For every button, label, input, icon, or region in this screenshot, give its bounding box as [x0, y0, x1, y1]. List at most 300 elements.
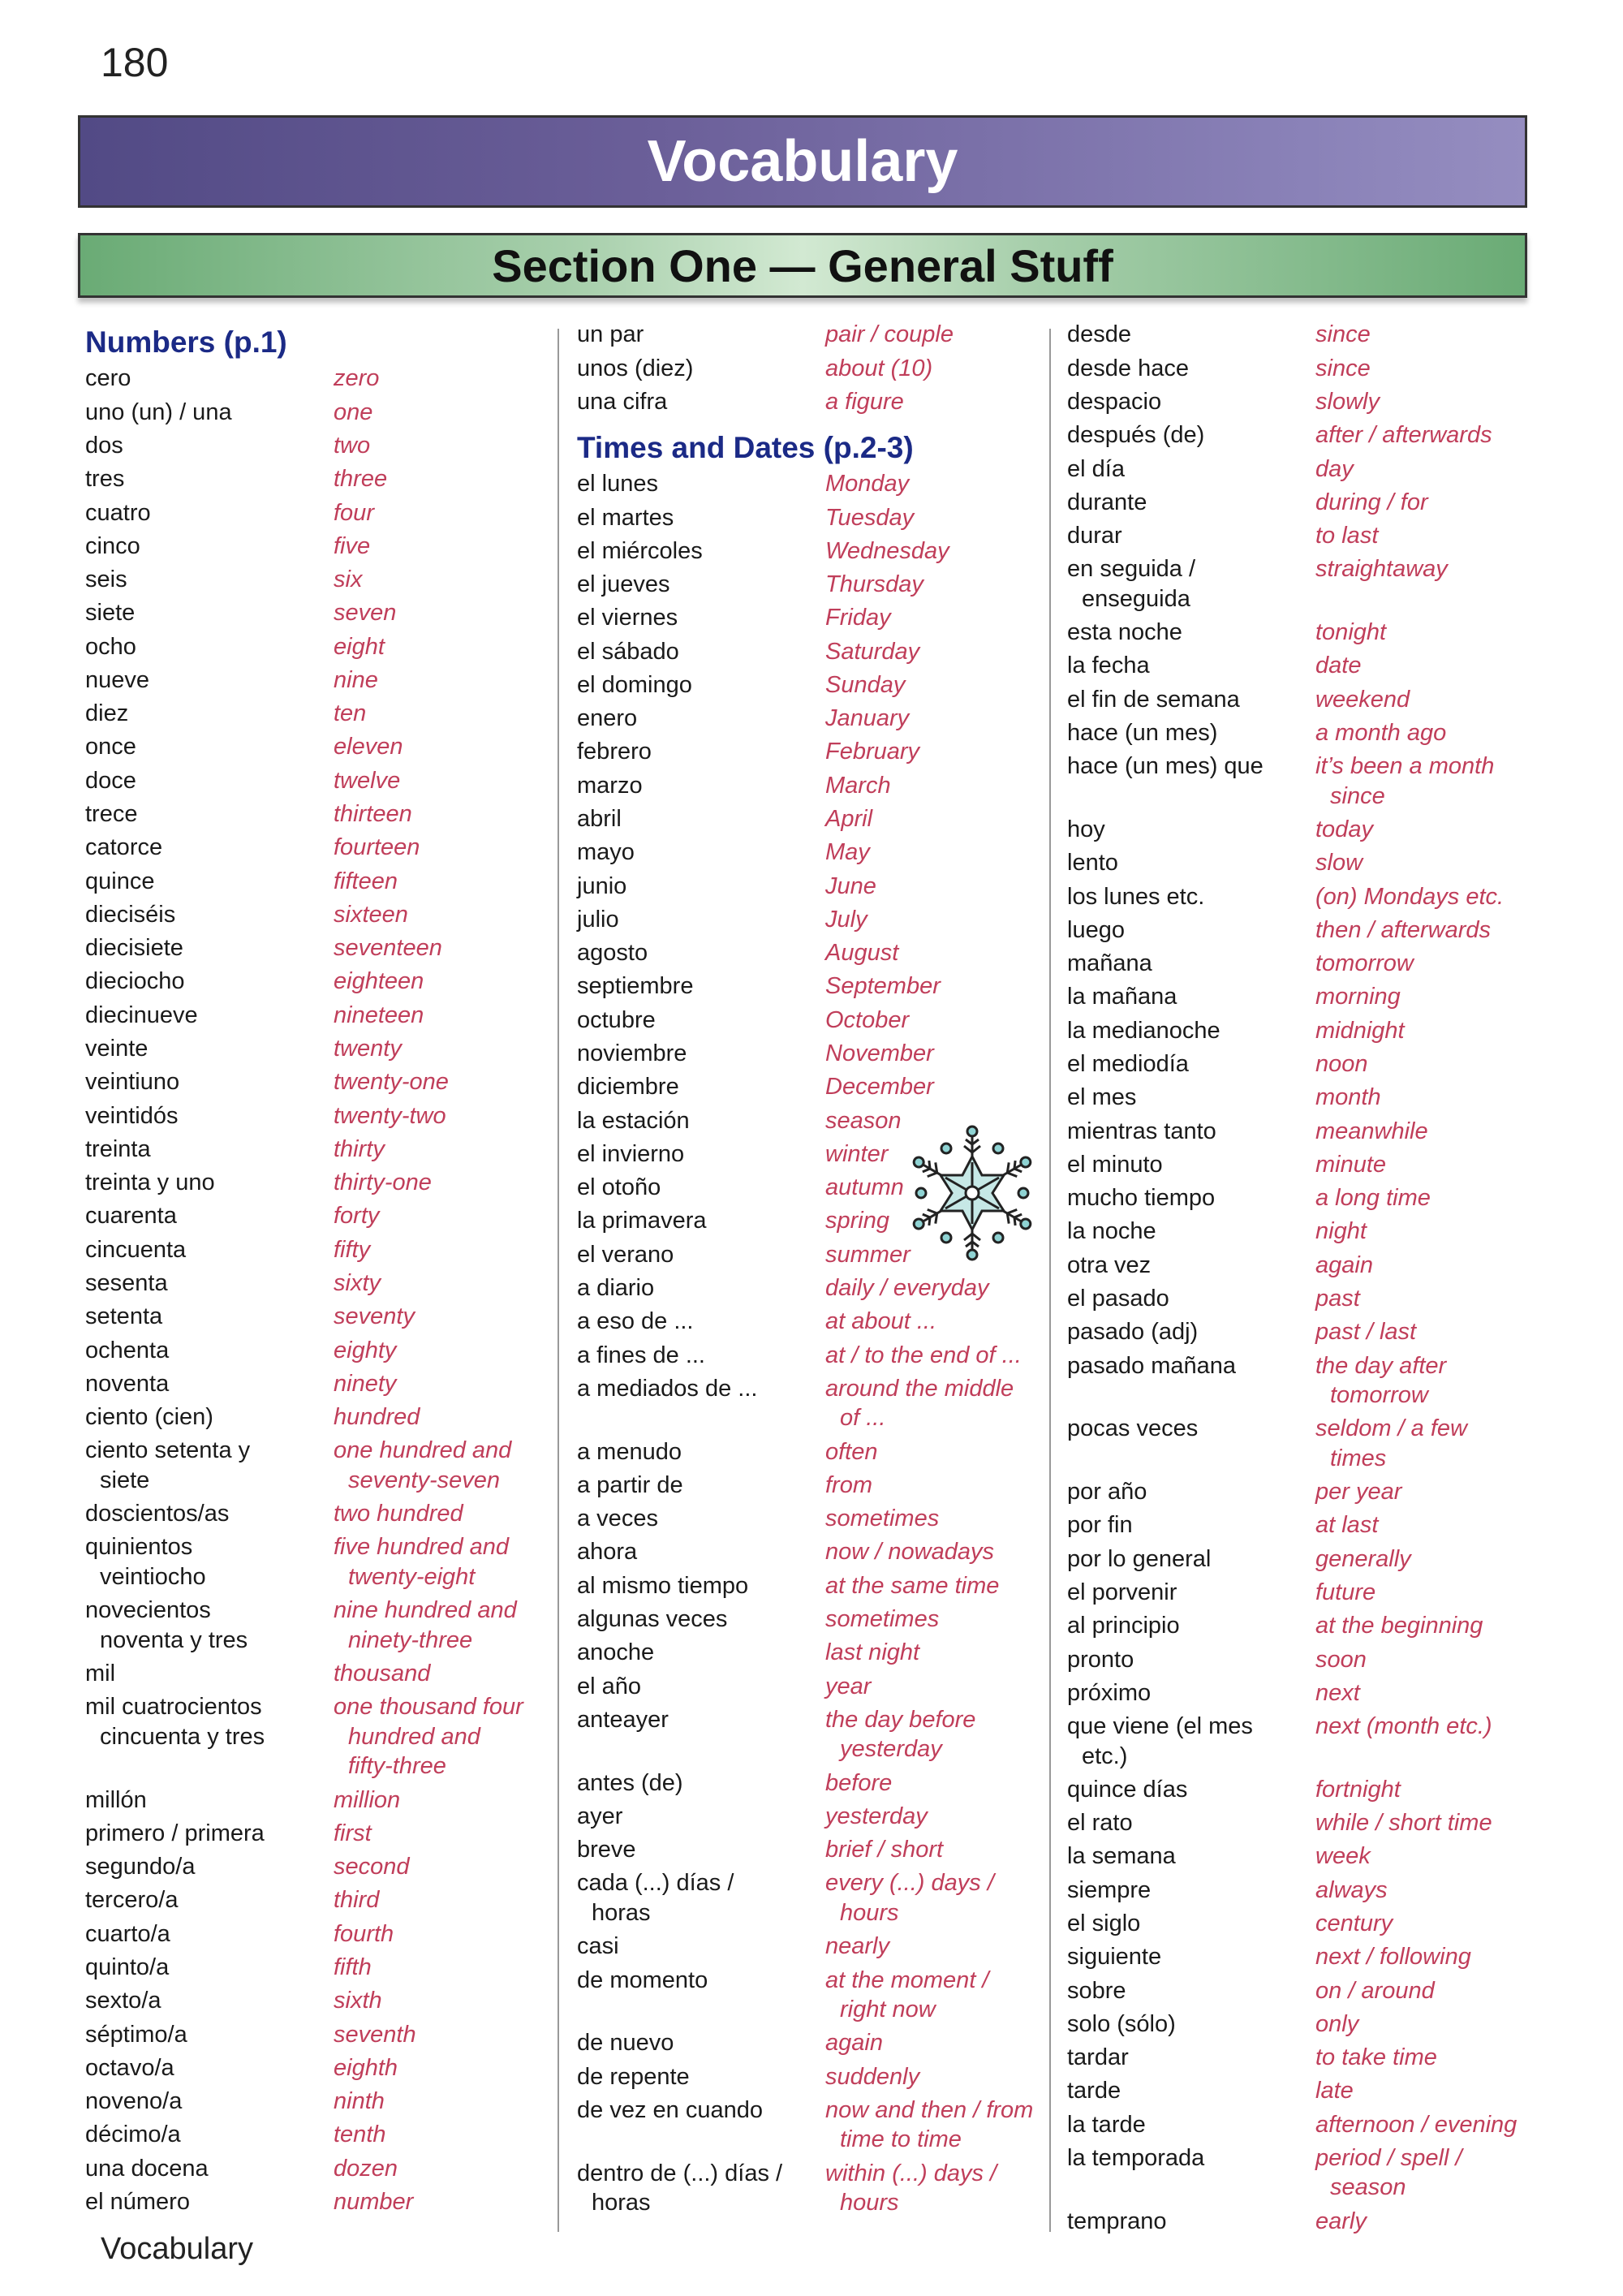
english-translation: two: [334, 432, 371, 459]
spanish-term: la medianoche: [1067, 1017, 1220, 1044]
spanish-term: dieciséis: [85, 901, 176, 928]
vocab-entry: [85, 429, 548, 463]
spanish-term: el mes: [1067, 1084, 1137, 1111]
english-translation: again: [1315, 1251, 1373, 1278]
spanish-term: de repente: [577, 2063, 690, 2090]
english-translation: summer: [825, 1241, 911, 1268]
english-translation: often: [825, 1438, 878, 1465]
spanish-term: diez: [85, 700, 129, 727]
english-translation: at about ...: [825, 1308, 937, 1335]
english-translation: four: [334, 499, 374, 526]
spanish-term: despacio: [1067, 388, 1162, 415]
english-translation: fourth: [334, 1920, 394, 1947]
vocab-entry: [85, 898, 548, 932]
english-translation: Friday: [825, 605, 891, 631]
spanish-term: la temporada: [1067, 2144, 1205, 2171]
spanish-term: siguiente: [1067, 1944, 1162, 1971]
vocab-entry: [577, 601, 1040, 635]
spanish-term: de momento: [577, 1966, 708, 1993]
english-translation: century: [1315, 1910, 1393, 1936]
spanish-term: tardar: [1067, 2044, 1129, 2071]
english-translation: autumn: [825, 1174, 904, 1201]
english-translation: slow: [1315, 850, 1363, 877]
spanish-term: lento: [1067, 850, 1118, 877]
vocab-entry: [1067, 1873, 1530, 1906]
column-1: [85, 325, 548, 2219]
vocab-entry: [1067, 914, 1530, 947]
spanish-term: a diario: [577, 1274, 655, 1301]
vocab-entry: [577, 903, 1040, 937]
vocab-entry: [577, 1502, 1040, 1536]
english-translation: twenty: [334, 1036, 402, 1062]
english-translation: while / short time: [1315, 1810, 1492, 1837]
english-translation: to last: [1315, 523, 1379, 549]
vocab-entry: [1067, 1974, 1530, 2007]
english-translation: Saturday: [825, 638, 920, 665]
english-translation: the day before yesterday: [825, 1706, 976, 1763]
vocab-entry: [1067, 1248, 1530, 1282]
vocab-entry: [577, 635, 1040, 668]
english-translation: thousand: [334, 1661, 431, 1687]
vocab-entry: [85, 1434, 548, 1497]
spanish-term: diecinueve: [85, 1002, 198, 1028]
spanish-term: abril: [577, 806, 622, 833]
english-translation: ninety: [334, 1370, 397, 1397]
spanish-term: a fines de ...: [577, 1342, 705, 1368]
vocab-entry: [85, 362, 548, 395]
spanish-term: cuarenta: [85, 1203, 177, 1230]
vocab-entry: [85, 664, 548, 697]
vocab-entry: [1067, 846, 1530, 880]
english-translation: one hundred and seventy-seven: [334, 1437, 512, 1493]
spanish-term: pocas veces: [1067, 1415, 1199, 1442]
english-translation: Sunday: [825, 671, 906, 698]
vocab-entry: [85, 1333, 548, 1367]
vocab-entry: [577, 1636, 1040, 1669]
english-translation: tomorrow: [1315, 950, 1414, 977]
english-translation: eight: [334, 633, 385, 660]
spanish-term: décimo/a: [85, 2122, 181, 2148]
english-translation: the day after tomorrow: [1315, 1352, 1447, 1409]
english-translation: minute: [1315, 1151, 1387, 1178]
spanish-term: quinientos veintiocho: [85, 1534, 206, 1590]
vocab-entry: [85, 1816, 548, 1850]
vocab-entry: [85, 1066, 548, 1099]
spanish-term: el martes: [577, 504, 674, 531]
spanish-term: quince días: [1067, 1776, 1188, 1803]
spanish-term: treinta: [85, 1135, 151, 1162]
section-heading: Times and Dates (p.2-3): [577, 430, 914, 464]
spanish-term: anteayer: [577, 1706, 669, 1733]
english-translation: thirty-one: [334, 1170, 432, 1196]
vocab-entry: [1067, 980, 1530, 1014]
english-translation: since: [1315, 355, 1371, 381]
spanish-term: una docena: [85, 2155, 209, 2182]
page-number: 180: [101, 40, 169, 85]
spanish-term: esta noche: [1067, 619, 1182, 646]
vocab-entry: [577, 1435, 1040, 1468]
vocab-entry: [577, 2060, 1040, 2093]
english-translation: second: [334, 1854, 410, 1880]
english-translation: after / afterwards: [1315, 422, 1492, 449]
english-translation: late: [1315, 2078, 1354, 2104]
spanish-term: el invierno: [577, 1140, 685, 1167]
vocab-entry: [577, 1070, 1040, 1104]
english-translation: future: [1315, 1579, 1376, 1605]
vocab-entry: [1067, 1907, 1530, 1941]
english-translation: last night: [825, 1639, 920, 1666]
spanish-term: veintiuno: [85, 1069, 180, 1096]
spanish-term: diecisiete: [85, 935, 183, 962]
snowflake-icon: [907, 1124, 1037, 1262]
english-translation: before: [825, 1769, 893, 1796]
english-translation: fifty: [334, 1236, 371, 1263]
spanish-term: julio: [577, 906, 619, 933]
spanish-term: durante: [1067, 489, 1147, 515]
title-banner: [78, 115, 1527, 208]
vocab-entry: [1067, 1807, 1530, 1840]
spanish-term: junio: [577, 872, 627, 899]
vocab-entry: [577, 1669, 1040, 1703]
english-translation: eighth: [334, 2054, 398, 2081]
vocab-entry: [577, 1867, 1040, 1930]
spanish-term: siempre: [1067, 1876, 1152, 1903]
spanish-term: el porvenir: [1067, 1579, 1177, 1605]
english-translation: generally: [1315, 1545, 1411, 1572]
spanish-term: mil cuatrocientos cincuenta y tres: [85, 1694, 265, 1750]
english-translation: early: [1315, 2208, 1367, 2234]
vocab-entry: [577, 1003, 1040, 1036]
spanish-term: desde: [1067, 321, 1132, 348]
vocab-entry: [577, 937, 1040, 970]
vocab-entry: [1067, 1081, 1530, 1114]
english-translation: again: [825, 2030, 883, 2057]
spanish-term: tarde: [1067, 2078, 1121, 2104]
english-translation: February: [825, 739, 920, 765]
english-translation: seldom / a few times: [1315, 1415, 1467, 1471]
english-translation: on / around: [1315, 1977, 1435, 2004]
vocab-entry: [577, 318, 1040, 351]
english-translation: past: [1315, 1285, 1360, 1312]
vocab-entry: [85, 1032, 548, 1066]
vocab-entry: [1067, 813, 1530, 846]
vocab-entry: [1067, 1509, 1530, 1542]
spanish-term: la noche: [1067, 1218, 1156, 1245]
vocab-entry: [85, 1166, 548, 1200]
english-translation: year: [825, 1673, 872, 1699]
spanish-term: luego: [1067, 916, 1125, 943]
english-translation: weekend: [1315, 686, 1410, 713]
vocab-entry: [85, 2085, 548, 2118]
spanish-term: cuarto/a: [85, 1920, 170, 1947]
vocab-entry: [85, 1367, 548, 1400]
vocab-entry: [1067, 2007, 1530, 2040]
vocab-entry: [1067, 1412, 1530, 1475]
english-translation: at the beginning: [1315, 1613, 1483, 1639]
english-translation: soon: [1315, 1646, 1367, 1673]
spanish-term: a mediados de ...: [577, 1375, 758, 1402]
vocab-entry: [85, 395, 548, 429]
spanish-term: mayo: [577, 839, 635, 866]
english-translation: around the middle of ...: [825, 1375, 1014, 1432]
vocab-entry: [85, 1401, 548, 1434]
english-translation: August: [825, 940, 899, 967]
vocab-entry: [577, 1930, 1040, 1963]
english-translation: to take time: [1315, 2044, 1437, 2071]
vocab-entry: [1067, 649, 1530, 683]
spanish-term: el viernes: [577, 605, 678, 631]
spanish-term: hace (un mes) que: [1067, 753, 1264, 780]
spanish-term: treinta y uno: [85, 1170, 215, 1196]
vocab-entry: [1067, 519, 1530, 553]
vocab-entry: [1067, 1048, 1530, 1081]
vocab-entry: [85, 496, 548, 529]
english-translation: tonight: [1315, 619, 1387, 646]
spanish-term: hoy: [1067, 816, 1105, 843]
english-translation: next (month etc.): [1315, 1713, 1492, 1740]
vocab-entry: [1067, 683, 1530, 716]
vocab-entry: [85, 1132, 548, 1165]
vocab-entry: [577, 568, 1040, 601]
english-translation: daily / everyday: [825, 1274, 989, 1301]
english-translation: thirty: [334, 1135, 385, 1162]
english-translation: next: [1315, 1679, 1360, 1706]
spanish-term: febrero: [577, 739, 652, 765]
spanish-term: la estación: [577, 1107, 690, 1134]
vocab-entry: [85, 1984, 548, 2018]
spanish-term: hace (un mes): [1067, 719, 1218, 746]
spanish-term: el miércoles: [577, 537, 703, 564]
spanish-term: el otoño: [577, 1174, 661, 1201]
spanish-term: primero / primera: [85, 1820, 265, 1846]
english-translation: at / to the end of ...: [825, 1342, 1022, 1368]
english-translation: ten: [334, 700, 367, 727]
vocab-entry: [577, 735, 1040, 769]
english-translation: third: [334, 1887, 380, 1914]
english-translation: three: [334, 466, 388, 493]
spanish-term: la mañana: [1067, 984, 1177, 1010]
english-translation: sixty: [334, 1269, 381, 1296]
spanish-term: de vez en cuando: [577, 2096, 763, 2123]
vocab-entry: [85, 463, 548, 496]
vocab-entry: [1067, 1643, 1530, 1676]
vocab-entry: [85, 1200, 548, 1233]
spanish-term: millón: [85, 1786, 147, 1813]
spanish-term: noveno/a: [85, 2088, 183, 2115]
vocab-entry: [85, 864, 548, 898]
english-translation: during / for: [1315, 489, 1428, 515]
english-translation: twenty-one: [334, 1069, 449, 1096]
vocab-entry: [85, 2186, 548, 2219]
english-translation: morning: [1315, 984, 1401, 1010]
english-translation: seventeen: [334, 935, 442, 962]
english-translation: slowly: [1315, 388, 1380, 415]
vocab-entry: [1067, 1282, 1530, 1316]
english-translation: March: [825, 772, 891, 799]
vocab-entry: [1067, 1475, 1530, 1509]
spanish-term: noviembre: [577, 1040, 687, 1067]
english-translation: every (...) days / hours: [825, 1870, 994, 1926]
spanish-term: casi: [577, 1933, 619, 1960]
spanish-term: veintidós: [85, 1102, 179, 1129]
vocab-entry: [85, 2152, 548, 2185]
spanish-term: uno (un) / una: [85, 398, 232, 425]
vocab-entry: [85, 1531, 548, 1594]
vocab-entry: [1067, 2142, 1530, 2205]
spanish-term: ahora: [577, 1539, 638, 1566]
english-translation: at last: [1315, 1512, 1379, 1539]
english-translation: zero: [334, 365, 380, 392]
vocab-entry: [1067, 553, 1530, 616]
spanish-term: al mismo tiempo: [577, 1572, 749, 1599]
vocab-entry: [577, 769, 1040, 802]
vocab-entry: [577, 1469, 1040, 1502]
spanish-term: el jueves: [577, 571, 670, 598]
english-translation: straightaway: [1315, 556, 1448, 583]
vocab-entry: [1067, 2204, 1530, 2238]
vocab-entry: [85, 529, 548, 562]
english-translation: season: [825, 1107, 902, 1134]
vocab-entry: [1067, 1576, 1530, 1609]
spanish-term: veinte: [85, 1036, 149, 1062]
english-translation: Tuesday: [825, 504, 915, 531]
english-translation: past / last: [1315, 1319, 1417, 1346]
english-translation: forty: [334, 1203, 380, 1230]
vocab-entry: [577, 836, 1040, 869]
section-title: Section One — General Stuff: [492, 239, 1113, 291]
vocab-entry: [1067, 452, 1530, 485]
spanish-term: el sábado: [577, 638, 679, 665]
vocab-entry: [577, 970, 1040, 1003]
spanish-term: octubre: [577, 1006, 656, 1033]
vocab-entry: [85, 831, 548, 864]
english-translation: about (10): [825, 355, 933, 381]
english-translation: week: [1315, 1843, 1371, 1870]
spanish-term: después (de): [1067, 422, 1205, 449]
vocab-entry: [577, 869, 1040, 902]
page-title: Vocabulary: [647, 129, 958, 194]
vocab-entry: [1067, 419, 1530, 452]
english-translation: day: [1315, 455, 1354, 482]
spanish-term: a veces: [577, 1506, 658, 1532]
vocab-entry: [1067, 1182, 1530, 1215]
spanish-term: mientras tanto: [1067, 1118, 1216, 1144]
vocab-entry: [85, 1691, 548, 1783]
spanish-term: seis: [85, 566, 127, 593]
vocab-entry: [577, 1272, 1040, 1305]
spanish-term: próximo: [1067, 1679, 1152, 1706]
spanish-term: unos (diez): [577, 355, 694, 381]
spanish-term: dieciocho: [85, 968, 185, 995]
vocab-entry: [577, 1963, 1040, 2027]
spanish-term: otra vez: [1067, 1251, 1152, 1278]
vocab-entry: [577, 1800, 1040, 1833]
english-translation: tenth: [334, 2122, 386, 2148]
spanish-term: marzo: [577, 772, 643, 799]
english-translation: next / following: [1315, 1944, 1471, 1971]
spanish-term: siete: [85, 600, 136, 627]
vocab-entry: [85, 1233, 548, 1266]
column-2: [577, 318, 1040, 2220]
vocab-entry: [577, 1338, 1040, 1372]
spanish-term: doce: [85, 767, 136, 794]
english-translation: brief / short: [825, 1837, 944, 1863]
english-translation: at the moment / right now: [825, 1966, 989, 2023]
vocab-entry: [1067, 1773, 1530, 1806]
vocab-entry: [1067, 1941, 1530, 1974]
english-translation: date: [1315, 653, 1362, 679]
english-translation: pair / couple: [825, 321, 954, 348]
english-translation: number: [334, 2188, 414, 2215]
spanish-term: el mediodía: [1067, 1051, 1189, 1078]
vocab-entry: [85, 1917, 548, 1950]
spanish-term: el rato: [1067, 1810, 1133, 1837]
spanish-term: pasado (adj): [1067, 1319, 1199, 1346]
english-translation: eleven: [334, 734, 403, 760]
spanish-term: pronto: [1067, 1646, 1134, 1673]
spanish-term: algunas veces: [577, 1606, 728, 1633]
vocab-entry: [85, 697, 548, 730]
spanish-term: enero: [577, 705, 638, 732]
vocab-entry: [1067, 2041, 1530, 2074]
spanish-term: a partir de: [577, 1471, 683, 1498]
english-translation: period / spell / season: [1315, 2144, 1462, 2201]
vocab-entry: [85, 1267, 548, 1300]
english-translation: seventh: [334, 2021, 416, 2048]
vocab-entry: [85, 1884, 548, 1917]
spanish-term: cinco: [85, 532, 140, 559]
vocab-entry: [577, 1536, 1040, 1569]
english-translation: within (...) days / hours: [825, 2160, 997, 2216]
english-translation: fifth: [334, 1954, 372, 1980]
spanish-term: a eso de ...: [577, 1308, 694, 1335]
spanish-term: que viene (el mes etc.): [1067, 1713, 1253, 1769]
english-translation: one: [334, 398, 373, 425]
column-divider: [1049, 329, 1051, 2232]
english-translation: spring: [825, 1208, 889, 1234]
vocab-entry: [1067, 351, 1530, 385]
english-translation: ninth: [334, 2088, 385, 2115]
vocab-entry: [85, 1497, 548, 1531]
vocab-entry: [85, 597, 548, 630]
vocab-entry: [577, 1372, 1040, 1435]
vocab-entry: [85, 630, 548, 663]
spanish-term: setenta: [85, 1303, 163, 1330]
spanish-term: el número: [85, 2188, 190, 2215]
vocab-entry: [577, 702, 1040, 735]
english-translation: yesterday: [825, 1803, 928, 1829]
english-translation: sixth: [334, 1988, 382, 2014]
english-translation: nine: [334, 666, 378, 693]
section-banner: [78, 233, 1527, 298]
spanish-term: novecientos noventa y tres: [85, 1597, 248, 1653]
english-translation: afternoon / evening: [1315, 2111, 1518, 2138]
section-heading: Numbers (p.1): [85, 325, 287, 359]
english-translation: twelve: [334, 767, 401, 794]
english-translation: July: [825, 906, 867, 933]
english-translation: six: [334, 566, 363, 593]
vocab-entry: [1067, 1114, 1530, 1148]
english-translation: night: [1315, 1218, 1367, 1245]
vocab-entry: [85, 1099, 548, 1132]
spanish-term: antes (de): [577, 1769, 683, 1796]
vocab-entry: [1067, 1349, 1530, 1412]
vocab-entry: [577, 1703, 1040, 1766]
vocab-entry: [1067, 750, 1530, 813]
english-translation: then / afterwards: [1315, 916, 1491, 943]
english-translation: a month ago: [1315, 719, 1447, 746]
english-translation: (on) Mondays etc.: [1315, 883, 1505, 910]
